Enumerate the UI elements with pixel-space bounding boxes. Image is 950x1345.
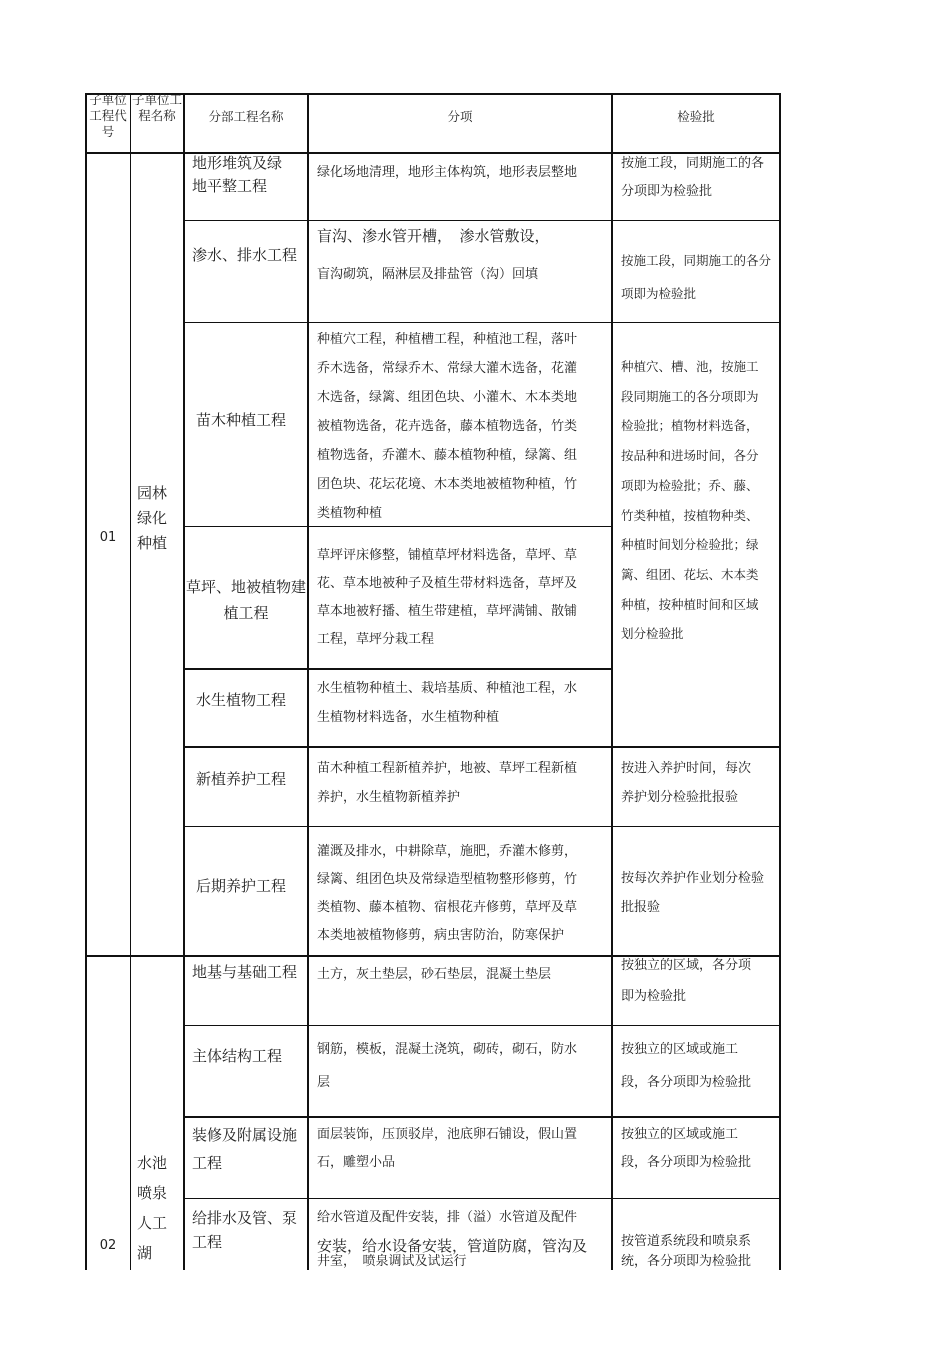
division-name: 渗水、排水工程: [192, 246, 298, 264]
group-name: 水池喷泉人工湖: [137, 1154, 168, 1262]
division-name: 装修及附属设施工程: [192, 1126, 298, 1172]
item-cell: 水生植物种植土、栽培基质、种植池工程，水生植物材料选备，水生植物种植: [317, 681, 578, 725]
batch-cell-merged: 种植穴、槽、池，按施工段同期施工的各分项即为检验批；植物材料选备，按品种和进场时间，各分项即为检验批；乔、藤、竹类种植，按植物种类、种植时间划分检验批；绿篱、组团、花坛、木本类种植，按种植时间和区域划分检验批: [621, 359, 759, 642]
item-cell: 绿化场地清理，地形主体构筑，地形表层整地: [317, 165, 578, 180]
division-name: 后期养护工程: [196, 877, 287, 895]
table-border: [130, 93, 131, 1270]
division-name: 苗木种植工程: [196, 411, 287, 429]
table-border: [611, 93, 613, 1270]
header-batch: 检验批: [677, 109, 715, 124]
header-unit-code: 子单位工程代号: [89, 92, 127, 139]
item-cell: 面层装饰，压顶驳岸，池底卵石铺设，假山置石，雕塑小品: [317, 1127, 578, 1170]
table-border: [183, 1025, 781, 1026]
batch-cell: 按进入养护时间，每次养护划分检验批报验: [621, 761, 752, 805]
table-border: [183, 668, 613, 670]
header-division-name: 分部工程名称: [208, 109, 284, 124]
division-name: 主体结构工程: [192, 1047, 283, 1065]
table-border: [183, 1116, 781, 1118]
item-cell: 草坪评床修整，铺植草坪材料选备，草坪、草花、草本地被种子及植生带材料选备，草坪及草本地被籽播、植生带建植，草坪满铺、散铺工程，草坪分栽工程: [317, 548, 578, 647]
table-border: [307, 93, 309, 1270]
batch-cell: 按管道系统段和喷泉系统，各分项即为检验批: [621, 1234, 752, 1269]
division-name: 新植养护工程: [196, 770, 287, 788]
table-border: [183, 746, 781, 748]
batch-cell: 按独立的区域，各分项即为检验批: [621, 958, 752, 1004]
division-name: 地形堆筑及绿地平整工程: [192, 154, 283, 195]
item-cell: 盲沟砌筑，隔淋层及排盐管（沟）回填: [317, 267, 539, 282]
table-border: [183, 220, 781, 221]
item-cell: 苗木种植工程新植养护，地被、草坪工程新植养护，水生植物新植养护: [317, 761, 578, 805]
batch-cell: 按施工段，同期施工的各分项即为检验批: [621, 253, 772, 301]
division-name: 草坪、地被植物建植工程: [185, 578, 306, 622]
item-cell: 给水管道及配件安装，排（溢）水管道及配件: [317, 1210, 578, 1225]
item-cell: 灌溉及排水，中耕除草，施肥，乔灌木修剪，绿篱、组团色块及常绿造型植物整形修剪，竹类植物、藤本植物、宿根花卉修剪，草坪及草本类地被植物修剪，病虫害防治，防寒保护: [317, 844, 578, 943]
table-border: [183, 826, 781, 827]
item-cell: 种植穴工程，种植槽工程，种植池工程，落叶乔木选备，常绿乔木、常绿大灌木选备，花灌木选备，绿篱、组团色块、小灌木、木本类地被植物选备，花卉选备，藤本植物选备，竹类植物选备，乔灌木、藤本植物种植，绿篱、组团色块、花坛花境、木本类地被植物种植，竹类植物种植: [317, 332, 578, 521]
table-border: [183, 322, 781, 323]
division-name: 水生植物工程: [196, 691, 287, 709]
group-code: 01: [99, 530, 117, 545]
table-border: [85, 93, 781, 95]
item-cell: 安装，给水设备安装，管道防腐，管沟及: [317, 1237, 588, 1255]
item-cell: 土方，灰土垫层，砂石垫层，混凝土垫层: [317, 967, 552, 982]
table-border: [779, 93, 781, 1270]
batch-cell: 按每次养护作业划分检验批报验: [621, 871, 765, 915]
table-border: [85, 93, 87, 1270]
division-name: 给排水及管、泵工程: [192, 1209, 298, 1251]
division-name: 地基与基础工程: [192, 963, 298, 981]
item-cell: 盲沟、渗水管开槽， 渗水管敷设，: [317, 227, 550, 245]
table-border: [183, 1198, 781, 1199]
item-cell: 井室， 喷泉调试及试运行: [317, 1254, 467, 1269]
header-item: 分项: [447, 109, 473, 124]
table-border: [183, 93, 185, 1270]
batch-cell: 按独立的区域或施工段，各分项即为检验批: [621, 1042, 752, 1090]
group-name: 园林绿化种植: [137, 484, 168, 552]
batch-cell: 按独立的区域或施工段，各分项即为检验批: [621, 1127, 752, 1170]
batch-cell: 按施工段，同期施工的各分项即为检验批: [621, 156, 765, 199]
group-code: 02: [99, 1238, 117, 1253]
item-cell: 钢筋，模板，混凝土浇筑，砌砖，砌石，防水层: [317, 1042, 578, 1090]
header-unit-name: 子单位工程名称: [131, 92, 182, 123]
